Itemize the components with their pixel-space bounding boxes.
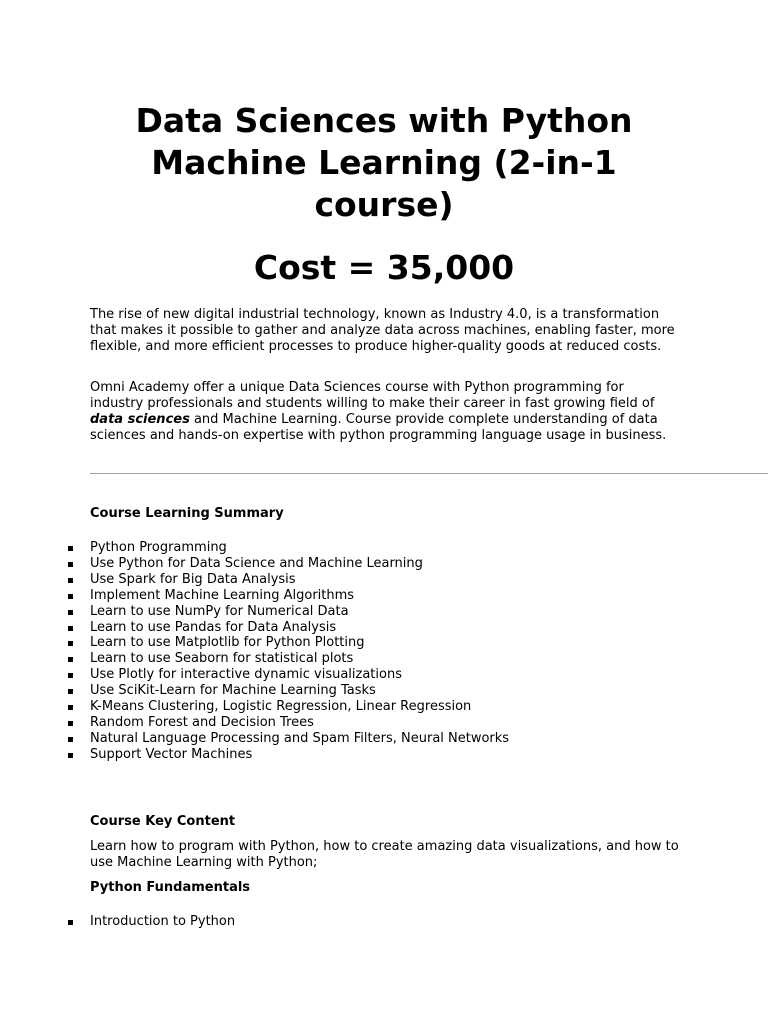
list-item: Learn to use Seaborn for statistical plots xyxy=(0,651,509,667)
list-item: Use Spark for Big Data Analysis xyxy=(0,572,509,588)
square-bullet-icon xyxy=(68,657,73,662)
intro-paragraph-2 xyxy=(90,380,680,444)
list-item: Introduction to Python xyxy=(0,914,235,930)
list-item: Implement Machine Learning Algorithms xyxy=(0,588,509,604)
list-item: Use Python for Data Science and Machine Learning xyxy=(0,556,509,572)
intro-paragraph-1: The rise of new digital industrial technology, known as Industry 4.0, is a transformation that makes it possible to gather and analyze data across machines, enabling faster, more flexible, and more efficient processes to produce higher-quality goods at reduced costs. xyxy=(90,307,675,354)
list-item: Learn to use Pandas for Data Analysis xyxy=(0,620,509,636)
title-line-2: Machine Learning (2-in-1 xyxy=(151,143,617,182)
summary-heading: Course Learning Summary xyxy=(90,506,284,521)
list-item: Use SciKit-Learn for Machine Learning Tasks xyxy=(0,683,509,699)
square-bullet-icon xyxy=(68,753,73,758)
list-item: Natural Language Processing and Spam Filters, Neural Networks xyxy=(0,731,509,747)
fundamentals-heading: Python Fundamentals xyxy=(90,880,251,895)
key-content-heading: Course Key Content xyxy=(90,814,236,829)
square-bullet-icon xyxy=(68,562,73,567)
list-item: Learn to use NumPy for Numerical Data xyxy=(0,604,509,620)
square-bullet-icon xyxy=(68,626,73,631)
title-line-1: Data Sciences with Python xyxy=(135,101,633,140)
intro-paragraph-2-after: and Machine Learning. Course provide complete understanding of data sciences and hands-on expertise with python programming language usage in business. xyxy=(90,412,667,443)
square-bullet-icon xyxy=(68,705,73,710)
fundamentals-list xyxy=(0,914,235,930)
list-item: Support Vector Machines xyxy=(0,747,509,763)
list-item: Python Programming xyxy=(0,540,509,556)
square-bullet-icon xyxy=(68,546,73,551)
square-bullet-icon xyxy=(68,920,73,925)
list-item: Random Forest and Decision Trees xyxy=(0,715,509,731)
square-bullet-icon xyxy=(68,721,73,726)
square-bullet-icon xyxy=(68,689,73,694)
document-title xyxy=(0,100,768,226)
key-content-paragraph: Learn how to program with Python, how to create amazing data visualizations, and how to use Machine Learning with Python; xyxy=(90,839,679,870)
intro-emphasis-data-sciences: data sciences xyxy=(90,412,190,427)
list-item: Learn to use Matplotlib for Python Plotting xyxy=(0,635,509,651)
horizontal-divider xyxy=(90,473,768,474)
square-bullet-icon xyxy=(68,641,73,646)
square-bullet-icon xyxy=(68,594,73,599)
course-cost: Cost = 35,000 xyxy=(253,248,515,287)
summary-list xyxy=(0,540,509,763)
list-item: K-Means Clustering, Logistic Regression, Linear Regression xyxy=(0,699,509,715)
intro-paragraph-2-before: Omni Academy offer a unique Data Sciences course with Python programming for industry professionals and students willing to make their career in fast growing field of xyxy=(90,380,655,411)
title-line-3: course) xyxy=(314,185,454,224)
square-bullet-icon xyxy=(68,578,73,583)
square-bullet-icon xyxy=(68,737,73,742)
square-bullet-icon xyxy=(68,610,73,615)
square-bullet-icon xyxy=(68,673,73,678)
list-item: Use Plotly for interactive dynamic visualizations xyxy=(0,667,509,683)
